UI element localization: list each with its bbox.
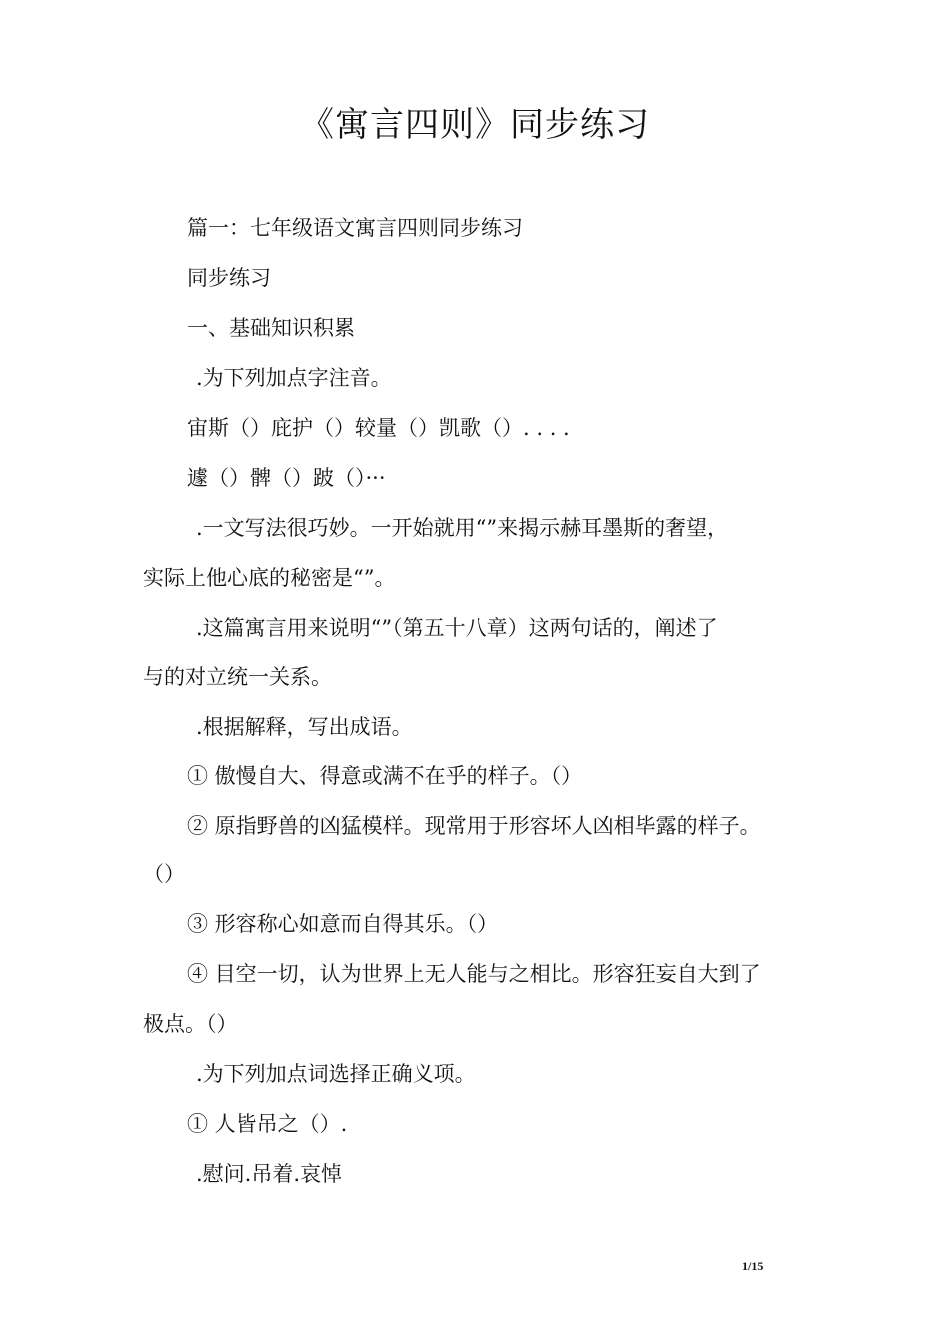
list-item: ③ 形容称心如意而自得其乐。（） — [187, 912, 499, 936]
page-number: 1/15 — [742, 1259, 764, 1273]
section-heading: 篇一：七年级语文寓言四则同步练习 — [187, 216, 523, 240]
option-line: .慰问.吊着.哀悼 — [196, 1162, 343, 1186]
text-line: （） — [143, 862, 185, 886]
question-line: .根据解释，写出成语。 — [196, 715, 413, 739]
question-line: .为下列加点词选择正确义项。 — [196, 1062, 476, 1086]
text-line: 极点。（） — [143, 1012, 238, 1036]
list-item: ① 人皆吊之（）. — [187, 1112, 348, 1136]
list-item: ④ 目空一切，认为世界上无人能与之相比。形容狂妄自大到了 — [187, 962, 761, 986]
question-line: .一文写法很巧妙。一开始就用“”来揭示赫耳墨斯的奢望， — [196, 516, 729, 540]
question-line: .为下列加点字注音。 — [196, 366, 392, 390]
question-line: .这篇寓言用来说明“”（第五十八章）这两句话的，阐述了 — [196, 616, 718, 640]
text-line: 实际上他心底的秘密是“”。 — [143, 566, 396, 590]
list-item: ① 傲慢自大、得意或满不在乎的样子。（） — [187, 764, 583, 788]
text-line: 宙斯（）庇护（）较量（）凯歌（）. . . . — [187, 416, 570, 440]
part-heading: 一、基础知识积累 — [187, 316, 355, 340]
text-line: 遽（）髀（）跛（）··· — [187, 466, 386, 490]
document-title: 《寓言四则》同步练习 — [300, 105, 650, 145]
subheading: 同步练习 — [187, 266, 271, 290]
text-line: 与的对立统一关系。 — [143, 665, 332, 689]
list-item: ② 原指野兽的凶猛模样。现常用于形容坏人凶相毕露的样子。 — [187, 814, 761, 838]
